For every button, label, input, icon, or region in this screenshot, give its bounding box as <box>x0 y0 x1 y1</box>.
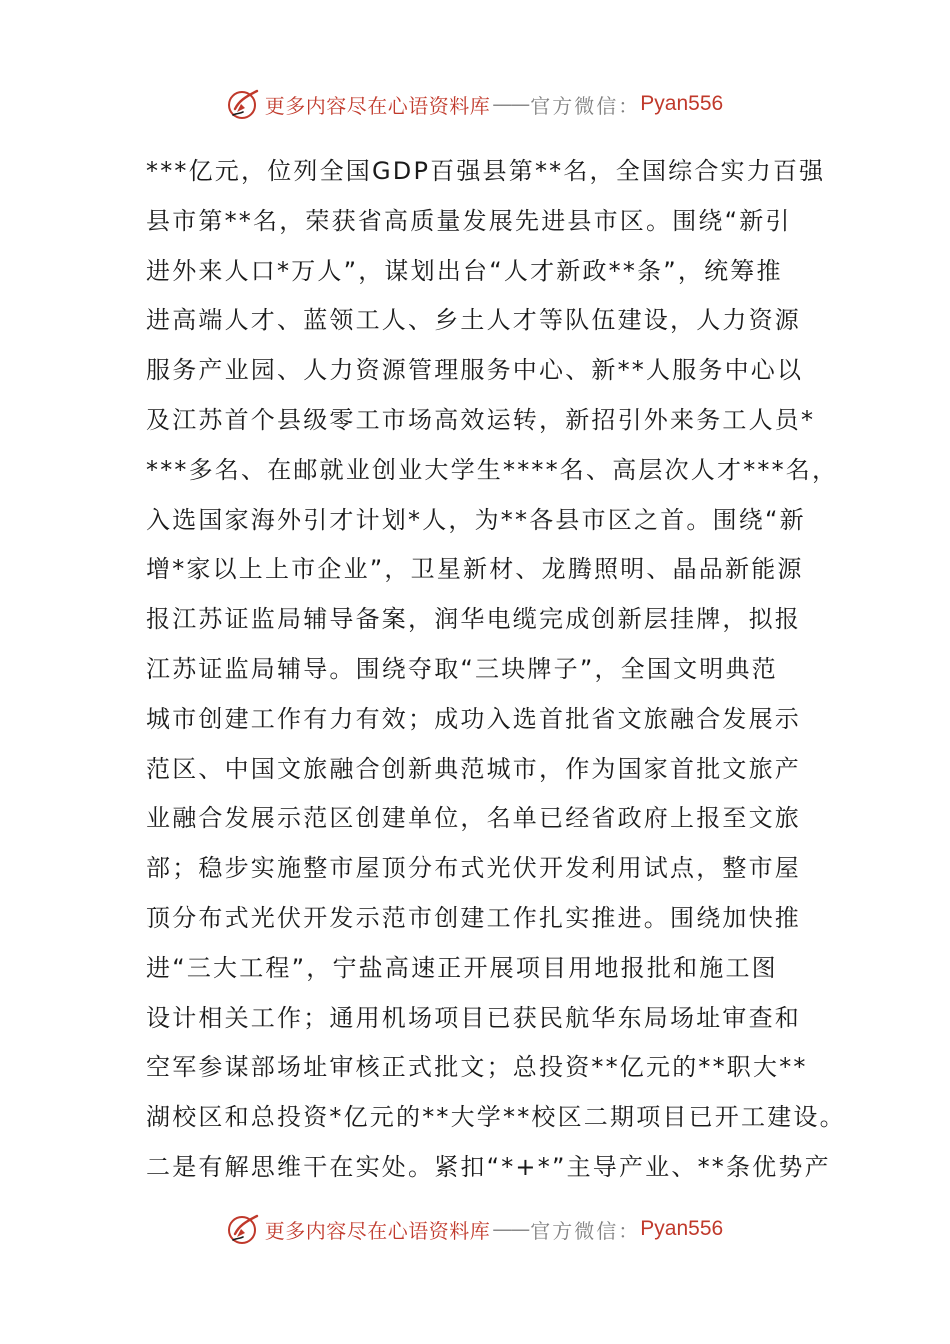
banner-dash: —— <box>492 1217 529 1241</box>
footer-banner <box>0 1209 950 1249</box>
body-line: 二是有解思维干在实处。紧扣“*+*”主导产业、**条优势产 <box>146 1152 831 1181</box>
banner-wechat-id: Pyan556 <box>640 1217 724 1240</box>
body-line: 增*家以上上市企业”，卫星新材、龙腾照明、晶品新能源 <box>146 555 804 584</box>
banner-dash: —— <box>492 92 529 116</box>
banner-brand-text: 更多内容尽在心语资料库 <box>264 1218 491 1243</box>
banner-brand-text: 更多内容尽在心语资料库 <box>264 93 491 118</box>
body-line: 报江苏证监局辅导备案，润华电缆完成创新层挂牌，拟报 <box>146 605 801 634</box>
body-line: 及江苏首个县级零工市场高效运转，新招引外来务工人员* <box>146 405 816 434</box>
body-line: 空军参谋部场址审核正式批文；总投资**亿元的**职大** <box>146 1053 808 1082</box>
body-line: 进“三大工程”，宁盐高速正开展项目用地报批和施工图 <box>146 953 778 982</box>
pen-logo-icon <box>227 1212 261 1246</box>
body-line: 服务产业园、人力资源管理服务中心、新**人服务中心以 <box>146 356 804 385</box>
body-line: 城市创建工作有力有效；成功入选首批省文旅融合发展示 <box>146 704 801 733</box>
body-line: 县市第**名，荣获省高质量发展先进县市区。围绕“新引 <box>146 206 792 235</box>
body-line: 进高端人才、蓝领工人、乡土人才等队伍建设，人力资源 <box>146 306 801 335</box>
body-line: ***多名、在邮就业创业大学生****名、高层次人才***名， <box>146 455 839 484</box>
banner-wechat-label: 官方微信： <box>530 93 641 118</box>
header-banner <box>0 84 950 124</box>
body-line: 江苏证监局辅导。围绕夺取“三块牌子”，全国文明典范 <box>146 654 778 683</box>
body-line: 顶分布式光伏开发示范市创建工作扎实推进。围绕加快推 <box>146 903 801 932</box>
body-line: 设计相关工作；通用机场项目已获民航华东局场址审查和 <box>146 1003 801 1032</box>
document-body <box>146 147 846 1193</box>
banner-wechat-id: Pyan556 <box>640 92 724 115</box>
body-line: 进外来人口*万人”，谋划出台“人才新政**条”，统筹推 <box>146 256 783 285</box>
body-line: 范区、中国文旅融合创新典范城市，作为国家首批文旅产 <box>146 754 801 783</box>
body-line: 湖校区和总投资*亿元的**大学**校区二期项目已开工建设。 <box>146 1103 846 1132</box>
body-line: 入选国家海外引才计划*人，为**各县市区之首。围绕“新 <box>146 505 806 534</box>
body-line: 业融合发展示范区创建单位，名单已经省政府上报至文旅 <box>146 804 801 833</box>
body-line: 部；稳步实施整市屋顶分布式光伏开发利用试点，整市屋 <box>146 854 801 883</box>
pen-logo-icon <box>227 87 261 121</box>
banner-wechat-label: 官方微信： <box>530 1218 641 1243</box>
body-line: ***亿元，位列全国GDP百强县第**名，全国综合实力百强 <box>146 157 826 185</box>
